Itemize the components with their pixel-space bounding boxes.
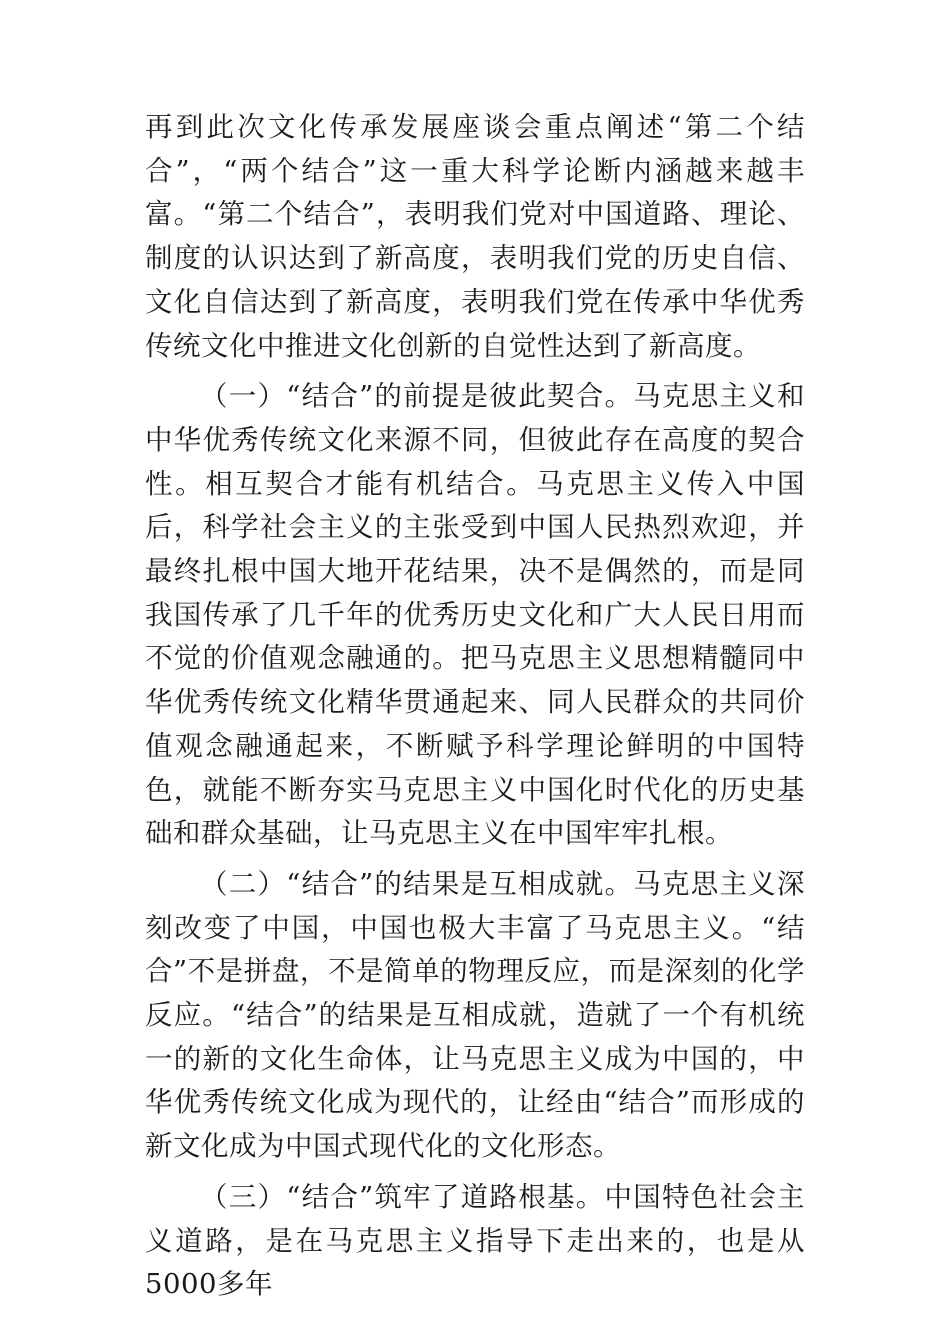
paragraph-section-one: （一）“结合”的前提是彼此契合。马克思主义和中华优秀传统文化来源不同，但彼此存在高度的契合性。相互契合才能有机结合。马克思主义传入中国后，科学社会主义的主张受到中国人民热烈欢迎，并最终扎根中国大地开花结果，决不是偶然的，而是同我国传承了几千年的优秀历史文化和广大人民日用而不觉的价值观念融通的。把马克思主义思想精髓同中华优秀传统文化精华贯通起来、同人民群众的共同价值观念融通起来，不断赋予科学理论鲜明的中国特色，就能不断夯实马克思主义中国化时代化的历史基础和群众基础，让马克思主义在中国牢牢扎根。: [145, 380, 805, 850]
paragraph-continuation: 再到此次文化传承发展座谈会重点阐述“第二个结合”，“两个结合”这一重大科学论断内涵越来越丰富。“第二个结合”，表明我们党对中国道路、理论、制度的认识达到了新高度，表明我们党的历史自信、文化自信达到了新高度，表明我们党在传承中华优秀传统文化中推进文化创新的自觉性达到了新高度。: [145, 111, 805, 362]
paragraph-section-three: （三）“结合”筑牢了道路根基。中国特色社会主义道路，是在马克思主义指导下走出来的，也是从5000多年: [145, 1180, 805, 1301]
paragraph-section-two: （二）“结合”的结果是互相成就。马克思主义深刻改变了中国，中国也极大丰富了马克思主义。“结合”不是拼盘，不是简单的物理反应，而是深刻的化学反应。“结合”的结果是互相成就，造就了一个有机统一的新的文化生命体，让马克思主义成为中国的，中华优秀传统文化成为现代的，让经由“结合”而形成的新文化成为中国式现代化的文化形态。: [145, 867, 805, 1163]
document-page: [145, 106, 805, 1314]
